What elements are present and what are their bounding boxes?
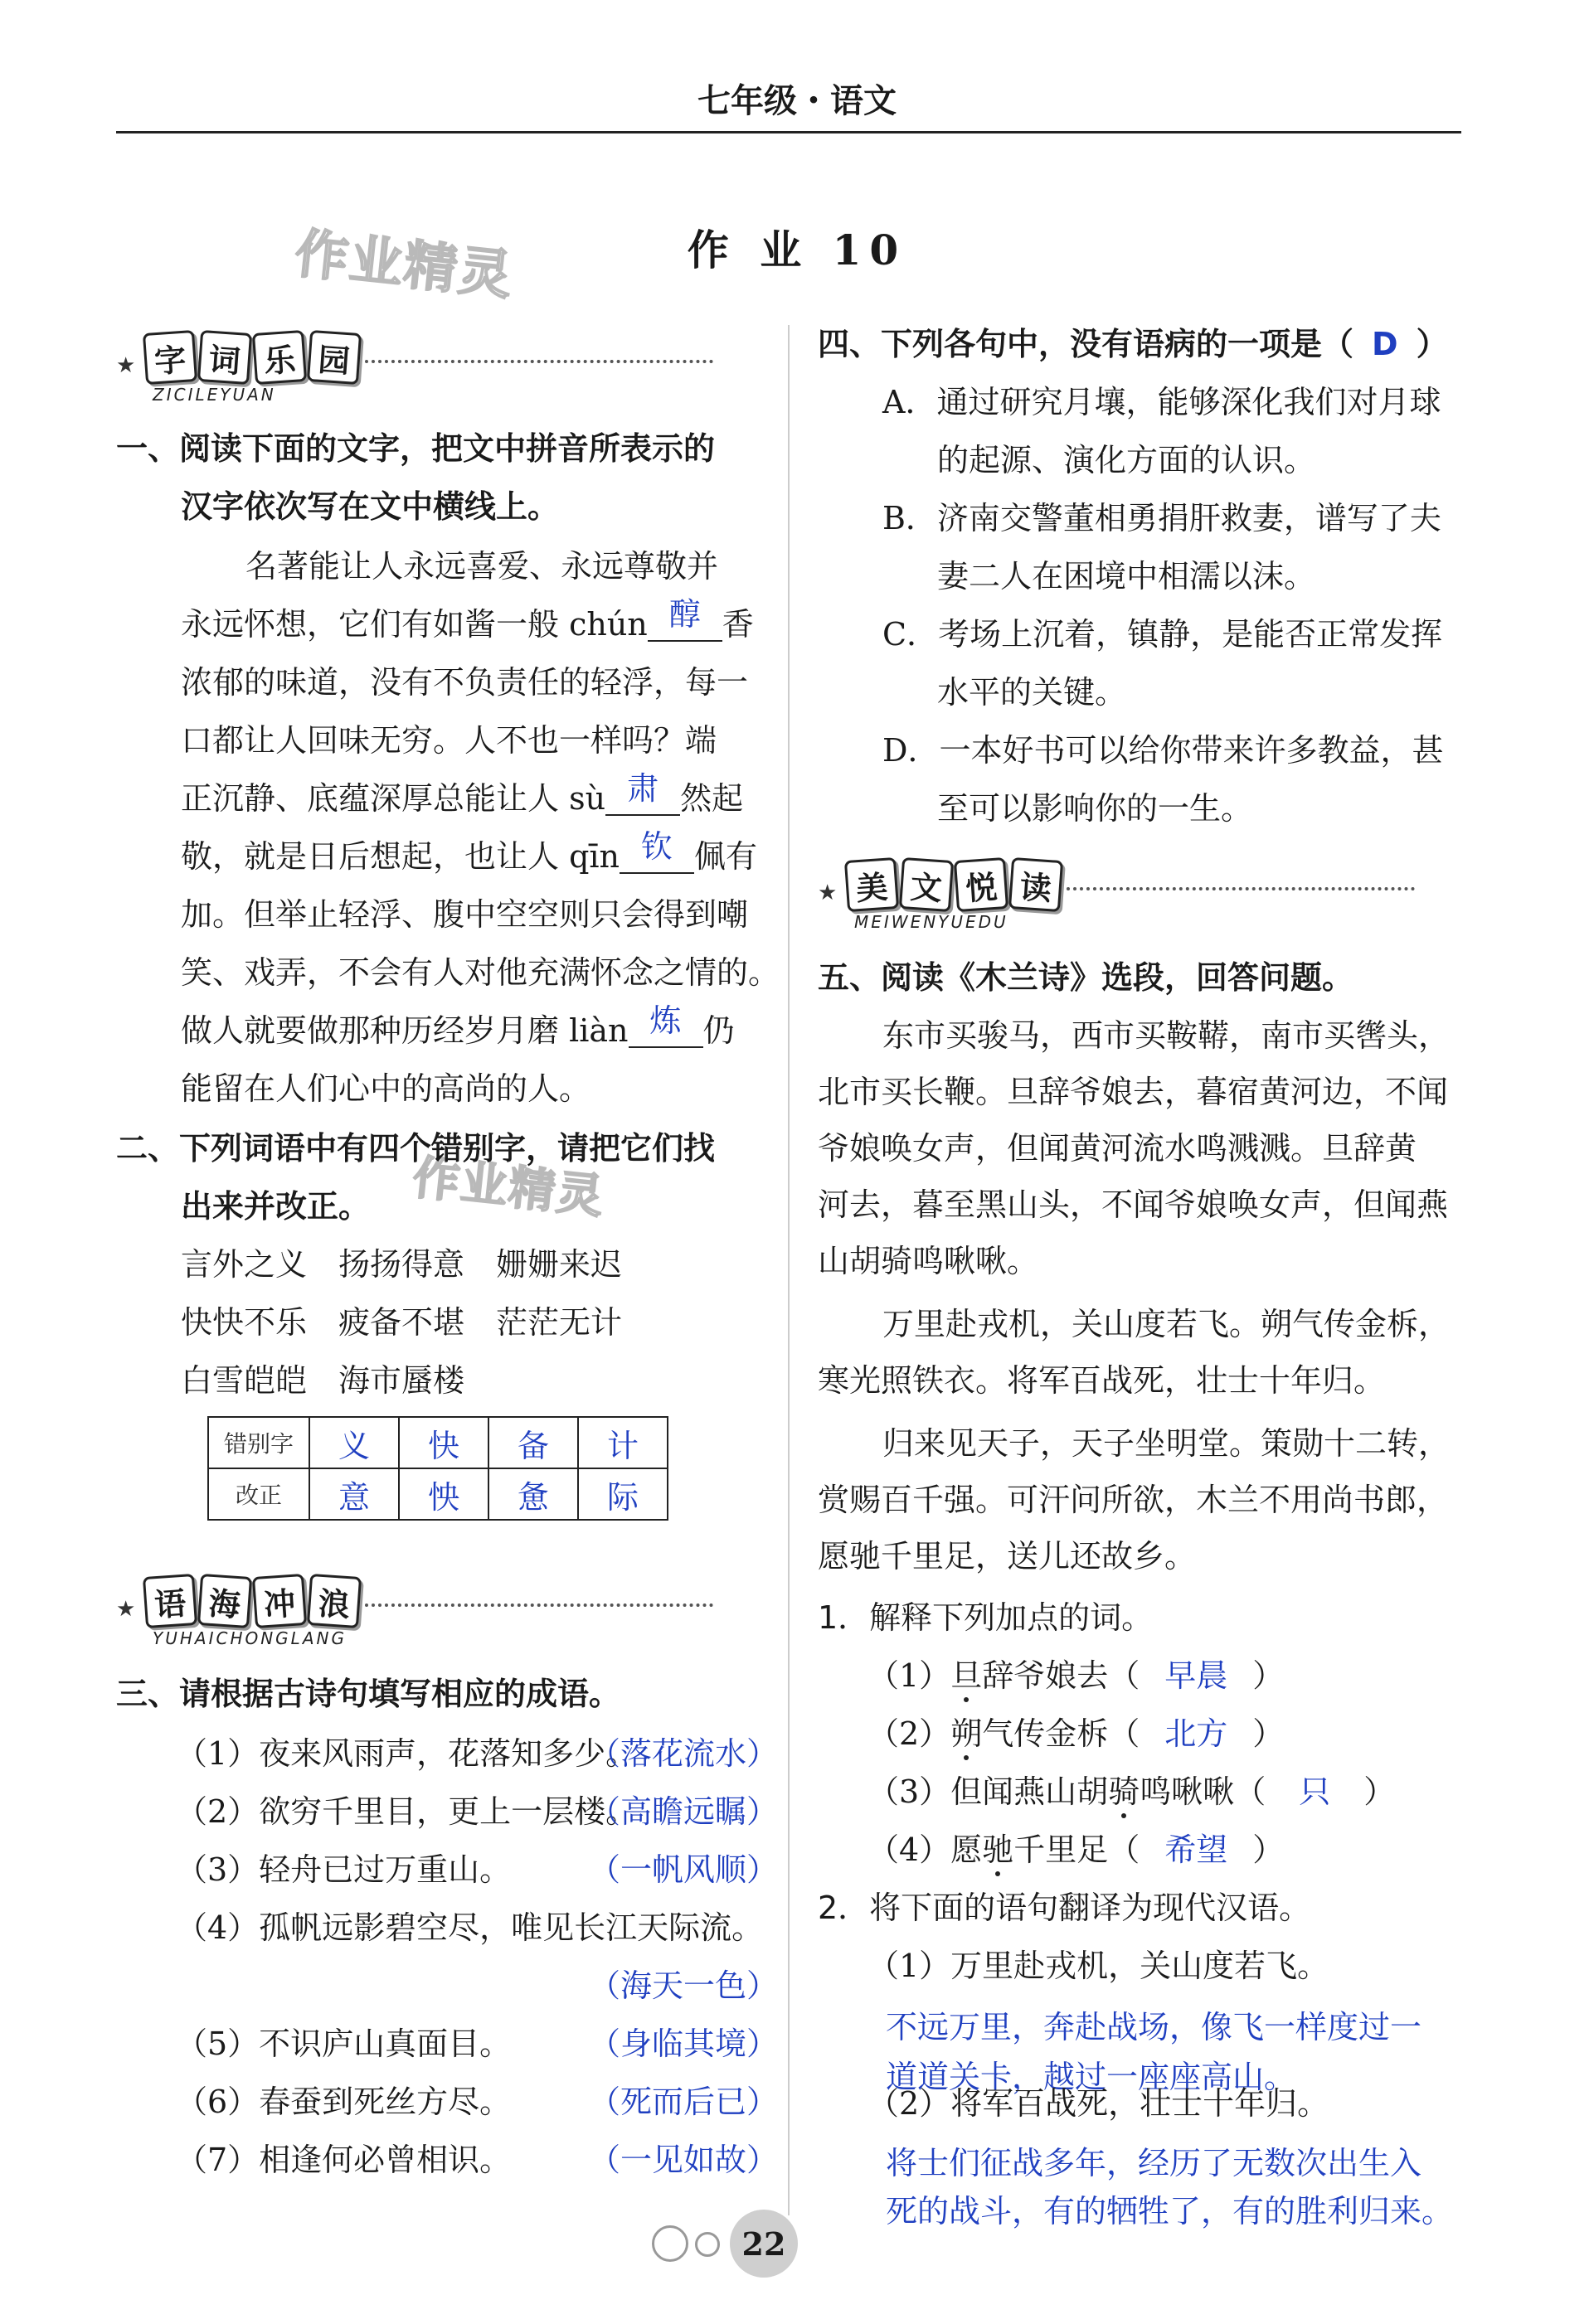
poem-line: 赏赐百千强。可汗问所欲，木兰不用尚书郎， bbox=[818, 1482, 1449, 1518]
decor-circle bbox=[695, 2232, 720, 2257]
poem-line: 北市买长鞭。旦辞爷娘去，暮宿黄河边，不闻 bbox=[818, 1074, 1449, 1110]
q4-stem-close: ） bbox=[1416, 326, 1448, 362]
q3-answer: （身临其境） bbox=[589, 2026, 779, 2062]
section-pinyin: MEIWENYUEDU bbox=[854, 912, 1008, 932]
answer-text: 醇 bbox=[668, 596, 701, 633]
star-icon: ★ bbox=[818, 881, 838, 905]
answer-text: 肃 bbox=[627, 770, 659, 807]
q3-answer: （高瞻远瞩） bbox=[589, 1793, 779, 1830]
section-tile: 文 bbox=[899, 857, 954, 912]
q4-option-a: 的起源、演化方面的认识。 bbox=[937, 442, 1316, 478]
page-number: 22 bbox=[730, 2210, 798, 2278]
item-text: 千里足（ bbox=[1013, 1832, 1140, 1868]
header-title: 七年级・语文 bbox=[697, 82, 897, 120]
section-tile: 读 bbox=[1008, 857, 1063, 912]
section-header-yuhaichonglang bbox=[116, 1575, 763, 1650]
answer-blank bbox=[605, 770, 680, 816]
item-text: ） bbox=[1252, 1715, 1285, 1752]
header-rule bbox=[116, 131, 1461, 133]
section-pinyin: ZICILEYUAN bbox=[153, 385, 276, 405]
q3-item: （6）春蚕到死丝方尽。 bbox=[176, 2084, 512, 2120]
column-divider bbox=[788, 325, 790, 2215]
passage-text: 做人就要做那种历经岁月磨 liàn bbox=[181, 1012, 629, 1049]
translation-line: 不远万里，奔赴战场，像飞一样度过一 bbox=[886, 2009, 1422, 2045]
section-tile: 海 bbox=[197, 1574, 252, 1628]
section-tile: 浪 bbox=[307, 1574, 362, 1628]
q1-stem: 一、阅读下面的文字，把文中拼音所表示的 bbox=[116, 430, 716, 467]
q3-item: （4）孤帆远影碧空尽，唯见长江天际流。 bbox=[176, 1909, 764, 1946]
poem-line: 归来见天子，天子坐明堂。策勋十二转， bbox=[882, 1425, 1451, 1462]
table-label: 改正 bbox=[208, 1468, 309, 1520]
q4-stem bbox=[818, 328, 1448, 360]
q3-answer: （一见如故） bbox=[589, 2142, 779, 2178]
answer-blank bbox=[648, 596, 722, 642]
section-tile: 悦 bbox=[954, 857, 1008, 912]
section-tile: 字 bbox=[143, 330, 197, 385]
table-cell: 快 bbox=[399, 1417, 488, 1468]
dotted-word: 朔 bbox=[950, 1715, 983, 1752]
q3-answer: （死而后已） bbox=[589, 2084, 779, 2120]
correction-table bbox=[207, 1416, 668, 1521]
star-icon: ★ bbox=[116, 1597, 136, 1622]
section-tile: 园 bbox=[307, 330, 362, 385]
q5-stem: 五、阅读《木兰诗》选段，回答问题。 bbox=[818, 959, 1354, 996]
q4-option-d: 至可以影响你的一生。 bbox=[937, 790, 1253, 827]
translation-line: 死的战斗，有的牺牲了，有的胜利归来。 bbox=[886, 2193, 1454, 2229]
q2-stem: 二、下列词语中有四个错别字，请把它们找 bbox=[116, 1130, 716, 1167]
table-label: 错别字 bbox=[208, 1417, 309, 1468]
item-text: ） bbox=[1363, 1773, 1396, 1810]
dotted-word: 骑 bbox=[1108, 1773, 1140, 1810]
section-header-meiwenyuedu bbox=[818, 859, 1481, 934]
q3-answer: （海天一色） bbox=[589, 1967, 779, 2004]
q2-stem: 出来并改正。 bbox=[181, 1188, 371, 1225]
q5-sub1-item bbox=[867, 1657, 1285, 1694]
passage-text: 仍 bbox=[702, 1012, 735, 1049]
section-tile: 词 bbox=[197, 330, 252, 385]
section-pinyin: YUHAICHONGLANG bbox=[153, 1628, 347, 1648]
item-answer: 北方 bbox=[1164, 1715, 1228, 1752]
poem-line: 愿驰千里足，送儿还故乡。 bbox=[818, 1538, 1197, 1574]
q1-passage-line: 笑、戏弄，不会有人对他充满怀念之情的。 bbox=[181, 954, 780, 991]
item-text: （4）愿 bbox=[867, 1832, 983, 1868]
q5-sub1-stem: 1．解释下列加点的词。 bbox=[818, 1599, 1154, 1636]
q4-option-b: B．济南交警董相勇捐肝救妻，谱写了夫 bbox=[882, 500, 1441, 536]
table-cell: 怏 bbox=[399, 1468, 488, 1520]
section-tiles bbox=[144, 1575, 360, 1627]
watermark: 作业精灵 bbox=[292, 223, 517, 308]
section-tile: 冲 bbox=[252, 1574, 307, 1628]
q1-passage-line bbox=[181, 770, 744, 817]
q1-passage-line bbox=[181, 828, 758, 875]
table-cell: 际 bbox=[578, 1468, 668, 1520]
q4-option-c: 水平的关键。 bbox=[937, 674, 1127, 711]
q1-passage-line: 能留在人们心中的高尚的人。 bbox=[181, 1070, 591, 1107]
dotted-word: 驰 bbox=[982, 1832, 1014, 1868]
section-tiles bbox=[846, 859, 1062, 910]
passage-text: 永远怀想，它们有如酱一般 chún bbox=[181, 606, 648, 643]
item-text: 辞爷娘去（ bbox=[982, 1657, 1140, 1694]
q4-stem-text: 四、下列各句中，没有语病的一项是（ bbox=[818, 326, 1354, 362]
passage-text: 香 bbox=[722, 606, 754, 643]
answer-blank bbox=[629, 1002, 703, 1048]
translation-line: 道道关卡，越过一座座高山。 bbox=[886, 2059, 1296, 2095]
poem-line: 寒光照铁衣。将军百战死，壮士十年归。 bbox=[818, 1362, 1386, 1399]
poem-line: 爷娘唤女声，但闻黄河流水鸣溅溅。旦辞黄 bbox=[818, 1130, 1417, 1167]
dotted-rule bbox=[365, 1604, 713, 1607]
section-header-zicileyuan bbox=[116, 332, 763, 406]
passage-text: 佩有 bbox=[694, 838, 758, 875]
poem-line: 东市买骏马，西市买鞍鞯，南市买辔头， bbox=[882, 1017, 1451, 1054]
q3-item: （1）夜来风雨声，花落知多少。 bbox=[176, 1735, 638, 1772]
q4-option-b: 妻二人在困境中相濡以沫。 bbox=[937, 558, 1316, 594]
q3-item: （5）不识庐山真面目。 bbox=[176, 2026, 512, 2062]
item-answer: 只 bbox=[1299, 1773, 1331, 1810]
answer-text: 钦 bbox=[641, 828, 673, 865]
q1-stem: 汉字依次写在文中横线上。 bbox=[181, 488, 560, 525]
q3-stem: 三、请根据古诗句填写相应的成语。 bbox=[116, 1676, 621, 1712]
q5-sub1-item bbox=[867, 1834, 1284, 1866]
table-cell: 意 bbox=[309, 1468, 399, 1520]
q1-passage-line: 浓郁的味道，没有不负责任的轻浮，每一 bbox=[181, 664, 749, 701]
q1-passage-line: 名著能让人永远喜爱、永远尊敬并 bbox=[245, 548, 719, 585]
q5-sub2-stem: 2．将下面的语句翻译为现代汉语。 bbox=[818, 1890, 1311, 1926]
item-text: ） bbox=[1252, 1657, 1285, 1694]
dotted-word: 旦 bbox=[950, 1657, 983, 1694]
page-title: 作 业 10 bbox=[687, 226, 907, 274]
q2-words: 言外之义 扬扬得意 姗姗来迟 bbox=[181, 1246, 623, 1283]
answer-blank bbox=[620, 828, 694, 874]
poem-line: 河去，暮至黑山头，不闻爷娘唤女声，但闻燕 bbox=[818, 1186, 1449, 1223]
q3-answer: （落花流水） bbox=[589, 1735, 779, 1772]
q5-sub2-sentence: （2）将军百战死，壮士十年归。 bbox=[867, 2085, 1329, 2122]
passage-text: 敬，就是日后想起，也让人 qīn bbox=[181, 838, 620, 875]
q1-passage-line: 口都让人回味无穷。人不也一样吗？端 bbox=[181, 722, 717, 759]
item-text: 气传金柝（ bbox=[982, 1715, 1140, 1752]
answer-text: 炼 bbox=[649, 1002, 682, 1039]
q3-answer: （一帆风顺） bbox=[589, 1851, 779, 1888]
item-text: 鸣啾啾（ bbox=[1140, 1773, 1266, 1810]
q2-words: 快快不乐 疲备不堪 茫茫无计 bbox=[181, 1304, 623, 1341]
q1-passage-line bbox=[181, 1002, 735, 1049]
table-row bbox=[208, 1468, 668, 1520]
section-tiles bbox=[144, 332, 360, 383]
q5-sub1-item bbox=[867, 1773, 1396, 1810]
table-cell: 备 bbox=[488, 1417, 578, 1468]
q4-option-c: C．考场上沉着，镇静，是能否正常发挥 bbox=[882, 616, 1443, 653]
passage-text: 正沉静、底蕴深厚总能让人 sù bbox=[181, 780, 606, 817]
poem-line: 山胡骑鸣啾啾。 bbox=[818, 1243, 1039, 1279]
item-text: （3）但闻燕山胡 bbox=[867, 1773, 1109, 1810]
item-text: （1） bbox=[867, 1657, 951, 1694]
q5-sub1-item bbox=[867, 1715, 1285, 1752]
item-text: （2） bbox=[867, 1715, 951, 1752]
poem-line: 万里赴戎机，关山度若飞。朔气传金柝， bbox=[882, 1306, 1451, 1342]
table-cell: 义 bbox=[309, 1417, 399, 1468]
q4-option-a: A．通过研究月壤，能够深化我们对月球 bbox=[882, 384, 1441, 420]
passage-text: 然起 bbox=[680, 780, 744, 817]
star-icon: ★ bbox=[116, 353, 136, 378]
decor-circle bbox=[652, 2225, 688, 2262]
table-cell: 计 bbox=[578, 1417, 668, 1468]
item-answer: 早晨 bbox=[1164, 1657, 1228, 1694]
watermark: 作业精灵 bbox=[410, 1151, 608, 1225]
q3-item: （7）相逢何必曾相识。 bbox=[176, 2142, 512, 2178]
dotted-rule bbox=[1067, 887, 1415, 890]
table-row bbox=[208, 1417, 668, 1468]
q4-answer: D bbox=[1372, 326, 1398, 362]
dotted-rule bbox=[365, 360, 713, 363]
table-cell: 惫 bbox=[488, 1468, 578, 1520]
item-answer: 希望 bbox=[1164, 1832, 1228, 1868]
q1-passage-line bbox=[181, 596, 754, 643]
q2-words: 白雪皑皑 海市蜃楼 bbox=[181, 1362, 465, 1399]
section-tile: 美 bbox=[844, 857, 899, 912]
q3-item: （2）欲穷千里目，更上一层楼。 bbox=[176, 1793, 638, 1830]
translation-line: 将士们征战多年，经历了无数次出生入 bbox=[886, 2145, 1422, 2181]
section-tile: 乐 bbox=[252, 330, 307, 385]
section-tile: 语 bbox=[143, 1574, 197, 1628]
q4-option-d: D．一本好书可以给你带来许多教益，甚 bbox=[882, 732, 1444, 769]
q3-item: （3）轻舟已过万重山。 bbox=[176, 1851, 512, 1888]
q1-passage-line: 加。但举止轻浮、腹中空空则只会得到嘲 bbox=[181, 896, 749, 933]
item-text: ） bbox=[1252, 1832, 1285, 1868]
q5-sub2-sentence: （1）万里赴戎机，关山度若飞。 bbox=[867, 1948, 1329, 1984]
